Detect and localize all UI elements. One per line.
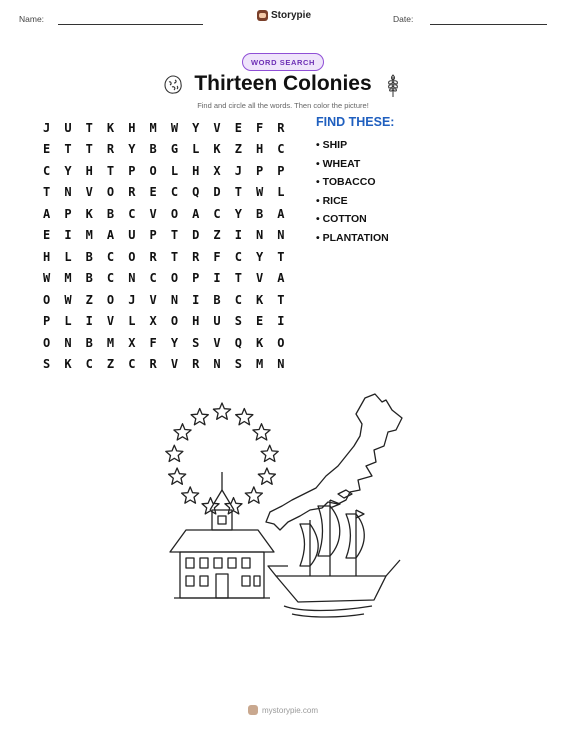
grid-letter[interactable]: Q bbox=[192, 185, 200, 200]
letter-grid[interactable] bbox=[36, 117, 292, 375]
grid-letter[interactable]: N bbox=[128, 271, 136, 286]
grid-letter[interactable]: T bbox=[277, 292, 285, 307]
grid-letter[interactable]: C bbox=[234, 292, 242, 307]
grid-letter[interactable]: T bbox=[43, 185, 51, 200]
star-icon bbox=[245, 487, 262, 503]
sailing-ship bbox=[268, 500, 400, 617]
grid-letter[interactable]: B bbox=[256, 206, 264, 221]
grid-letter[interactable]: V bbox=[149, 292, 157, 307]
grid-letter[interactable]: O bbox=[170, 271, 179, 286]
grid-letter[interactable]: I bbox=[192, 292, 200, 307]
grid-letter[interactable]: E bbox=[43, 228, 51, 243]
grid-letter[interactable]: V bbox=[85, 185, 93, 200]
grid-letter[interactable]: K bbox=[85, 206, 93, 221]
grid-letter[interactable]: R bbox=[106, 142, 115, 157]
grid-letter[interactable]: C bbox=[106, 271, 115, 286]
grid-letter[interactable]: C bbox=[277, 142, 285, 157]
grid-row bbox=[36, 354, 292, 376]
grid-letter[interactable]: C bbox=[128, 357, 136, 372]
grid-letter[interactable]: I bbox=[277, 314, 285, 329]
grid-row bbox=[36, 139, 292, 161]
grid-letter[interactable]: V bbox=[170, 357, 179, 372]
grid-letter[interactable]: Z bbox=[85, 292, 93, 307]
grid-letter[interactable]: H bbox=[43, 249, 51, 264]
stars-ring bbox=[166, 403, 278, 514]
grid-letter[interactable]: L bbox=[277, 185, 285, 200]
grid-letter[interactable]: N bbox=[64, 185, 72, 200]
grid-letter[interactable]: A bbox=[106, 228, 115, 243]
grid-letter[interactable]: C bbox=[170, 185, 179, 200]
grid-letter[interactable]: A bbox=[192, 206, 200, 221]
find-heading: FIND THESE: bbox=[316, 115, 395, 129]
grid-row bbox=[36, 289, 292, 311]
grid-letter[interactable]: R bbox=[277, 120, 285, 135]
grid-letter[interactable]: I bbox=[64, 228, 72, 243]
word-list bbox=[316, 136, 389, 248]
grid-letter[interactable]: M bbox=[149, 120, 157, 135]
footer bbox=[0, 705, 566, 715]
grid-letter[interactable]: O bbox=[106, 185, 115, 200]
grid-letter[interactable]: K bbox=[64, 357, 72, 372]
grid-letter[interactable]: O bbox=[277, 335, 285, 350]
grid-letter[interactable]: D bbox=[192, 228, 200, 243]
grid-letter[interactable]: L bbox=[64, 249, 72, 264]
grid-letter[interactable]: C bbox=[106, 249, 115, 264]
storypie-logo-icon bbox=[257, 10, 268, 21]
grid-letter[interactable]: T bbox=[234, 271, 242, 286]
grid-letter[interactable]: P bbox=[277, 163, 285, 178]
grid-letter[interactable]: C bbox=[128, 206, 136, 221]
brand-name: Storypie bbox=[271, 10, 312, 21]
grid-letter[interactable]: J bbox=[128, 292, 136, 307]
storypie-footer-logo-icon bbox=[248, 705, 258, 715]
star-icon bbox=[169, 468, 186, 484]
grid-letter[interactable]: Y bbox=[256, 249, 264, 264]
date-line[interactable] bbox=[430, 24, 547, 25]
star-icon bbox=[182, 487, 199, 503]
grid-letter[interactable]: B bbox=[85, 271, 93, 286]
grid-letter[interactable]: N bbox=[213, 357, 221, 372]
grid-letter[interactable]: O bbox=[128, 249, 136, 264]
grid-letter[interactable]: M bbox=[256, 357, 264, 372]
grid-letter[interactable]: X bbox=[213, 163, 221, 178]
grid-letter[interactable]: M bbox=[106, 335, 115, 350]
grid-letter[interactable]: B bbox=[85, 335, 93, 350]
grid-letter[interactable]: V bbox=[106, 314, 115, 329]
grid-letter[interactable]: D bbox=[213, 185, 221, 200]
word-item: • WHEAT bbox=[316, 155, 389, 174]
grid-letter[interactable]: L bbox=[192, 142, 200, 157]
star-icon bbox=[174, 424, 191, 440]
grid-letter[interactable]: K bbox=[213, 142, 221, 157]
grid-letter[interactable]: Z bbox=[213, 228, 221, 243]
grid-row bbox=[36, 160, 292, 182]
grid-letter[interactable]: P bbox=[192, 271, 200, 286]
grid-letter[interactable]: F bbox=[213, 249, 221, 264]
grid-letter[interactable]: W bbox=[43, 271, 51, 286]
grid-letter[interactable]: Y bbox=[234, 206, 242, 221]
colonies-illustration bbox=[160, 390, 410, 620]
grid-letter[interactable]: Z bbox=[106, 357, 115, 372]
grid-letter[interactable]: T bbox=[170, 249, 179, 264]
star-icon bbox=[261, 445, 278, 461]
grid-letter[interactable]: U bbox=[213, 314, 221, 329]
grid-letter[interactable]: A bbox=[277, 206, 285, 221]
grid-letter[interactable]: V bbox=[213, 120, 221, 135]
grid-letter[interactable]: L bbox=[170, 163, 179, 178]
star-icon bbox=[213, 403, 230, 419]
star-icon bbox=[191, 409, 208, 425]
grid-letter[interactable]: M bbox=[85, 228, 93, 243]
grid-letter[interactable]: V bbox=[213, 335, 221, 350]
grid-letter[interactable]: N bbox=[277, 228, 285, 243]
grid-letter[interactable]: S bbox=[234, 314, 242, 329]
colonies-map bbox=[266, 394, 402, 530]
grid-letter[interactable]: N bbox=[256, 228, 264, 243]
word-item: • RICE bbox=[316, 192, 389, 211]
word-item: • PLANTATION bbox=[316, 229, 389, 248]
grid-letter[interactable]: Z bbox=[234, 142, 242, 157]
grid-row bbox=[36, 332, 292, 354]
grid-letter[interactable]: A bbox=[277, 271, 285, 286]
grid-letter[interactable]: Y bbox=[128, 142, 136, 157]
grid-letter[interactable]: K bbox=[106, 120, 115, 135]
grid-letter[interactable]: H bbox=[128, 120, 136, 135]
grid-letter[interactable]: P bbox=[64, 206, 72, 221]
grid-letter[interactable]: B bbox=[149, 142, 157, 157]
grid-letter[interactable]: G bbox=[170, 142, 179, 157]
grid-letter[interactable]: X bbox=[128, 335, 136, 350]
grid-letter[interactable]: R bbox=[192, 357, 200, 372]
grid-letter[interactable]: S bbox=[234, 357, 242, 372]
grid-letter[interactable]: R bbox=[149, 249, 157, 264]
grid-letter[interactable]: I bbox=[234, 228, 242, 243]
grid-letter[interactable]: M bbox=[64, 271, 72, 286]
grid-row bbox=[36, 117, 292, 139]
grid-letter[interactable]: U bbox=[128, 228, 136, 243]
grid-letter[interactable]: N bbox=[170, 292, 179, 307]
grid-letter[interactable]: C bbox=[213, 206, 221, 221]
grid-row bbox=[36, 311, 292, 333]
footer-url: mystorypie.com bbox=[261, 705, 318, 715]
grid-letter[interactable]: A bbox=[43, 206, 51, 221]
grid-letter[interactable]: Y bbox=[192, 120, 200, 135]
word-item: • COTTON bbox=[316, 210, 389, 229]
page-title: Thirteen Colonies bbox=[194, 72, 372, 95]
grid-letter[interactable]: P bbox=[149, 228, 157, 243]
grid-row bbox=[36, 225, 292, 247]
grid-row bbox=[36, 182, 292, 204]
grid-letter[interactable]: L bbox=[64, 314, 72, 329]
grid-letter[interactable]: Y bbox=[64, 163, 72, 178]
grid-letter[interactable]: H bbox=[85, 163, 93, 178]
wheat-stalk-icon bbox=[385, 72, 401, 98]
grid-letter[interactable]: C bbox=[234, 249, 242, 264]
grid-letter[interactable]: T bbox=[64, 142, 72, 157]
grid-letter[interactable]: W bbox=[170, 120, 179, 135]
grid-letter[interactable]: N bbox=[277, 357, 285, 372]
grid-letter[interactable]: O bbox=[149, 163, 157, 178]
grid-letter[interactable]: U bbox=[64, 120, 72, 135]
grid-letter[interactable]: O bbox=[43, 335, 51, 350]
word-item: • TOBACCO bbox=[316, 173, 389, 192]
word-item: • SHIP bbox=[316, 136, 389, 155]
brand-logo bbox=[257, 10, 311, 21]
grid-letter[interactable]: S bbox=[192, 335, 200, 350]
grid-letter[interactable]: S bbox=[43, 357, 51, 372]
grid-letter[interactable]: H bbox=[256, 142, 264, 157]
grid-letter[interactable]: B bbox=[106, 206, 115, 221]
grid-letter[interactable]: R bbox=[192, 249, 200, 264]
grid-letter[interactable]: R bbox=[149, 357, 157, 372]
grid-letter[interactable]: E bbox=[43, 142, 51, 157]
grid-letter[interactable]: P bbox=[256, 163, 264, 178]
name-label: Name: bbox=[19, 14, 45, 24]
star-icon bbox=[236, 409, 253, 425]
grid-letter[interactable]: F bbox=[256, 120, 264, 135]
grid-letter[interactable]: E bbox=[149, 185, 157, 200]
grid-letter[interactable]: H bbox=[192, 163, 200, 178]
grid-letter[interactable]: T bbox=[277, 249, 285, 264]
grid-letter[interactable]: J bbox=[43, 120, 51, 135]
grid-letter[interactable]: P bbox=[43, 314, 51, 329]
grid-letter[interactable]: Y bbox=[170, 335, 179, 350]
instructions: Find and circle all the words. Then color the picture! bbox=[197, 101, 369, 110]
grid-letter[interactable]: O bbox=[43, 292, 51, 307]
grid-letter[interactable]: I bbox=[213, 271, 221, 286]
star-icon bbox=[166, 445, 183, 461]
colonial-building bbox=[170, 472, 274, 598]
grid-letter[interactable]: T bbox=[85, 120, 93, 135]
grid-letter[interactable]: C bbox=[85, 357, 93, 372]
grid-letter[interactable]: J bbox=[234, 163, 242, 178]
star-icon bbox=[253, 424, 270, 440]
grid-letter[interactable]: H bbox=[192, 314, 200, 329]
grid-letter[interactable]: I bbox=[85, 314, 93, 329]
grid-letter[interactable]: K bbox=[256, 292, 264, 307]
grid-letter[interactable]: V bbox=[149, 206, 157, 221]
grid-letter[interactable]: E bbox=[256, 314, 264, 329]
grid-letter[interactable]: W bbox=[64, 292, 72, 307]
grid-letter[interactable]: Q bbox=[234, 335, 242, 350]
grid-letter[interactable]: C bbox=[149, 271, 157, 286]
grid-letter[interactable]: W bbox=[256, 185, 264, 200]
grid-letter[interactable]: V bbox=[256, 271, 264, 286]
star-icon bbox=[258, 468, 275, 484]
grid-row bbox=[36, 268, 292, 290]
grid-letter[interactable]: E bbox=[234, 120, 242, 135]
grid-letter[interactable]: B bbox=[85, 249, 93, 264]
grid-letter[interactable]: O bbox=[170, 314, 179, 329]
grid-letter[interactable]: K bbox=[256, 335, 264, 350]
grid-letter[interactable]: B bbox=[213, 292, 221, 307]
date-label: Date: bbox=[393, 14, 414, 24]
grid-letter[interactable]: L bbox=[128, 314, 136, 329]
grid-letter[interactable]: T bbox=[234, 185, 242, 200]
grid-letter[interactable]: R bbox=[128, 185, 136, 200]
grid-letter[interactable]: T bbox=[106, 163, 115, 178]
grid-letter[interactable]: T bbox=[85, 142, 93, 157]
grid-letter[interactable]: X bbox=[149, 314, 157, 329]
grid-letter[interactable]: O bbox=[170, 206, 179, 221]
grid-letter[interactable]: P bbox=[128, 163, 136, 178]
grid-letter[interactable]: T bbox=[170, 228, 179, 243]
grid-row bbox=[36, 203, 292, 225]
grid-row bbox=[36, 246, 292, 268]
name-line[interactable] bbox=[58, 24, 203, 25]
word-search-badge: WORD SEARCH bbox=[242, 53, 324, 71]
grid-letter[interactable]: F bbox=[149, 335, 157, 350]
grid-letter[interactable]: C bbox=[43, 163, 51, 178]
grid-letter[interactable]: O bbox=[106, 292, 115, 307]
grid-letter[interactable]: N bbox=[64, 335, 72, 350]
